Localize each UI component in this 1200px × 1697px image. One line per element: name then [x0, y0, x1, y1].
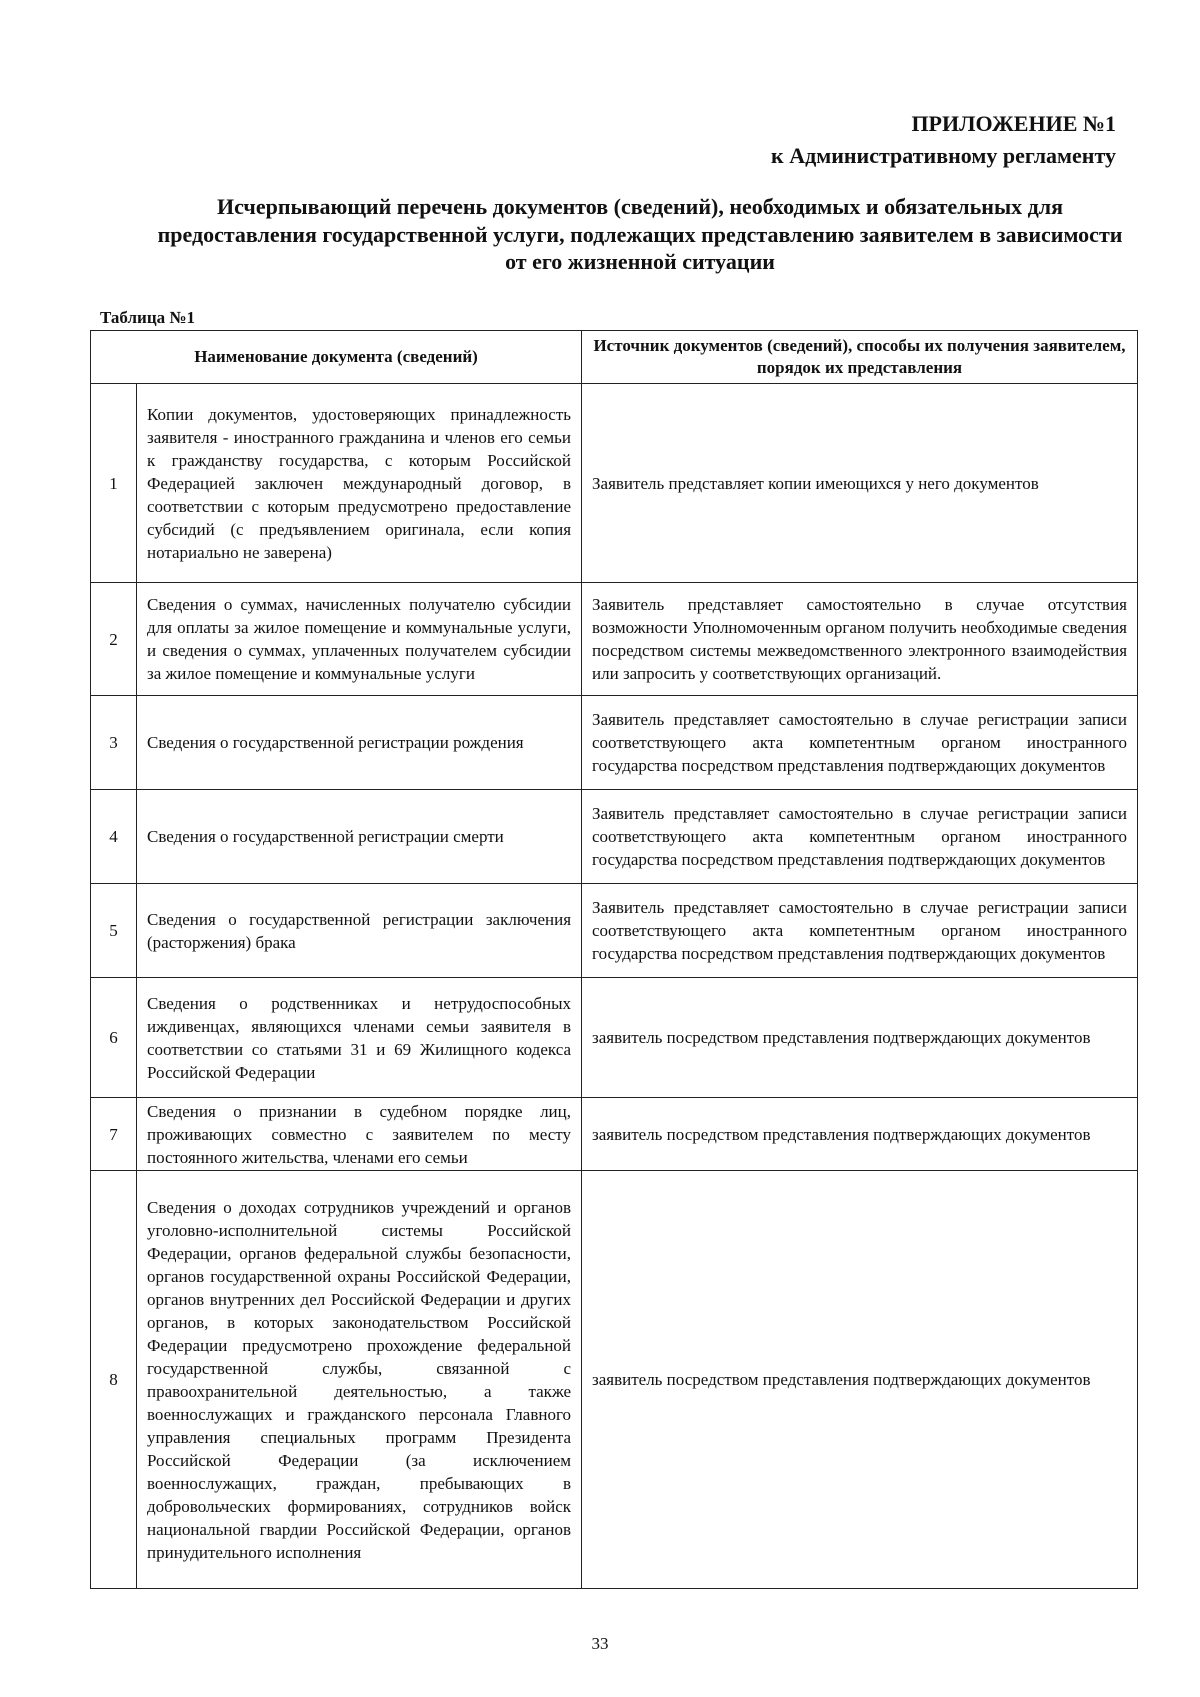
row-number: 1 — [91, 384, 137, 583]
document-name-cell: Сведения о государственной регистрации рождения — [137, 696, 582, 790]
table-row — [91, 696, 1138, 790]
appendix-subtitle: к Административному регламенту — [771, 143, 1116, 168]
document-source-cell: Заявитель представляет самостоятельно в случае отсутствия возможности Уполномоченным органом получить необходимые сведения посредством системы межведомственного электронного взаимодействия или запросить у соответствующих организаций. — [582, 583, 1138, 696]
appendix-title: ПРИЛОЖЕНИЕ №1 — [911, 111, 1116, 136]
row-number: 6 — [91, 978, 137, 1098]
documents-table — [90, 330, 1138, 1589]
row-number: 7 — [91, 1098, 137, 1171]
document-name-cell: Сведения о государственной регистрации заключения (расторжения) брака — [137, 884, 582, 978]
document-name-cell: Сведения о доходах сотрудников учреждений и органов уголовно-исполнительной системы Российской Федерации, органов федеральной службы безопасности, органов государственной охраны Российской Федерации, органов внутренних дел Российской Федерации и других органов, в которых законодательством Российской Федерации предусмотрено прохождение федеральной государственной службы, связанной с правоохранительной деятельностью, а также военнослужащих и гражданского персонала Главного управления специальных программ Президента Российской Федерации (за исключением военнослужащих, граждан, пребывающих в добровольческих формированиях, сотрудников войск национальной гвардии Российской Федерации, органов принудительного исполнения — [137, 1171, 582, 1589]
row-number: 5 — [91, 884, 137, 978]
table-header-row — [91, 331, 1138, 384]
row-number: 3 — [91, 696, 137, 790]
table-row — [91, 583, 1138, 696]
document-source-cell: заявитель посредством представления подтверждающих документов — [582, 1098, 1138, 1171]
table-row — [91, 384, 1138, 583]
appendix-header — [416, 108, 1116, 172]
document-name-cell: Сведения о признании в судебном порядке лиц, проживающих совместно с заявителем по месту постоянного жительства, членами его семьи — [137, 1098, 582, 1171]
row-number: 8 — [91, 1171, 137, 1589]
row-number: 2 — [91, 583, 137, 696]
table-row — [91, 1098, 1138, 1171]
document-name-cell: Сведения о государственной регистрации смерти — [137, 790, 582, 884]
header-document-source: Источник документов (сведений), способы их получения заявителем, порядок их представления — [582, 331, 1138, 384]
document-name-cell: Копии документов, удостоверяющих принадлежность заявителя - иностранного гражданина и членов его семьи к гражданству государства, с которым Российской Федерацией заключен международный договор, в соответствии с которым предусмотрено предоставление субсидий (с предъявлением оригинала, если копия нотариально не заверена) — [137, 384, 582, 583]
document-name-cell: Сведения о суммах, начисленных получателю субсидии для оплаты за жилое помещение и коммунальные услуги, и сведения о суммах, уплаченных получателем субсидии за жилое помещение и коммунальные услуги — [137, 583, 582, 696]
table-label: Таблица №1 — [100, 308, 195, 327]
document-source-cell: Заявитель представляет самостоятельно в случае регистрации записи соответствующего акта компетентным органом иностранного государства посредством представления подтверждающих документов — [582, 696, 1138, 790]
document-name-cell: Сведения о родственниках и нетрудоспособных иждивенцах, являющихся членами семьи заявителя в соответствии со статьями 31 и 69 Жилищного кодекса Российской Федерации — [137, 978, 582, 1098]
document-source-cell: Заявитель представляет самостоятельно в случае регистрации записи соответствующего акта компетентным органом иностранного государства посредством представления подтверждающих документов — [582, 884, 1138, 978]
header-document-name: Наименование документа (сведений) — [91, 331, 582, 384]
page-number: 33 — [591, 1634, 609, 1653]
row-number: 4 — [91, 790, 137, 884]
document-source-cell: заявитель посредством представления подтверждающих документов — [582, 1171, 1138, 1589]
document-source-cell: Заявитель представляет самостоятельно в случае регистрации записи соответствующего акта компетентным органом иностранного государства посредством представления подтверждающих документов — [582, 790, 1138, 884]
document-title: Исчерпывающий перечень документов (сведений), необходимых и обязательных для предоставления государственной услуги, подлежащих представлению заявителем в зависимости от его жизненной ситуации — [157, 194, 1123, 274]
table-row — [91, 1171, 1138, 1589]
document-source-cell: заявитель посредством представления подтверждающих документов — [582, 978, 1138, 1098]
document-source-cell: Заявитель представляет копии имеющихся у него документов — [582, 384, 1138, 583]
table-row — [91, 790, 1138, 884]
table-row — [91, 978, 1138, 1098]
table-row — [91, 884, 1138, 978]
